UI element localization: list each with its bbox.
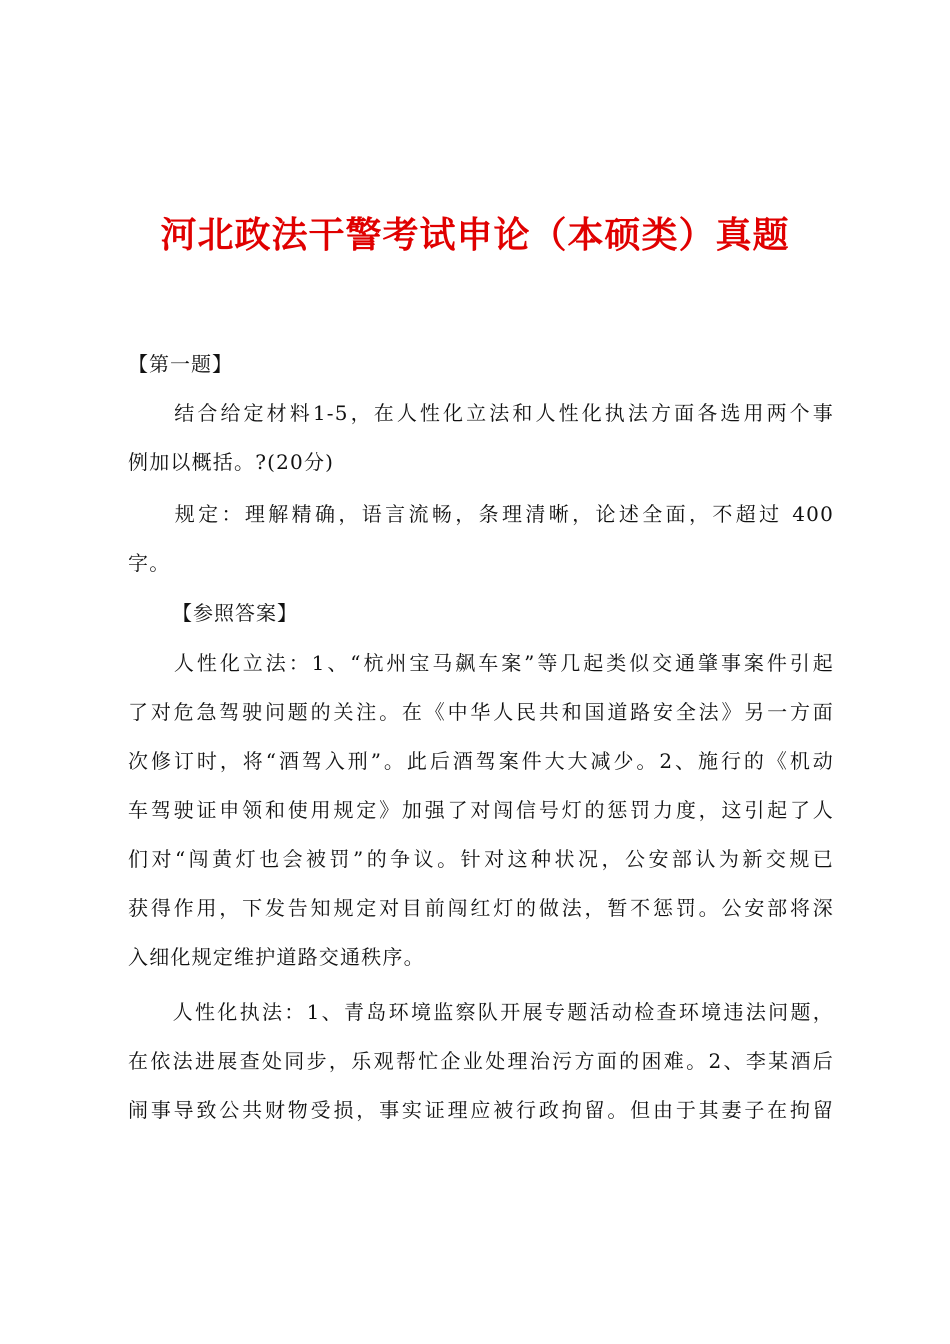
requirement-paragraph	[128, 490, 834, 588]
answer-line: 了对危急驾驶问题的关注。在《中华人民共和国道路安全法》另一方面	[128, 700, 834, 724]
answer-line: 获得作用，下发告知规定对目前闯红灯的做法，暂不惩罚。公安部将深	[128, 896, 834, 920]
answer-paragraph-enforcement	[128, 988, 834, 1135]
answer-line: 车驾驶证申领和使用规定》加强了对闯信号灯的惩罚力度，这引起了人	[128, 798, 834, 822]
answer-line: 人性化立法：1、“杭州宝马飙车案”等几起类似交通肇事案件引起	[128, 651, 834, 675]
requirement-line: 规定：理解精确，语言流畅，条理清晰，论述全面，不超过 400	[128, 502, 834, 526]
answer-line: 人性化执法：1、青岛环境监察队开展专题活动检查环境违法问题，	[128, 1000, 834, 1024]
section-label-question-one: 【第一题】	[128, 352, 233, 376]
answer-line: 在依法进展查处同步，乐观帮忙企业处理治污方面的困难。2、李某酒后	[128, 1049, 834, 1073]
answer-line: 次修订时，将“酒驾入刑”。此后酒驾案件大大减少。2、施行的《机动	[128, 749, 834, 773]
requirement-line: 字。	[128, 551, 171, 575]
answer-line: 入细化规定维护道路交通秩序。	[128, 945, 425, 969]
answer-line: 闹事导致公共财物受损，事实证理应被行政拘留。但由于其妻子在拘留	[128, 1098, 834, 1122]
answer-line: 们对“闯黄灯也会被罚”的争议。针对这种状况，公安部认为新交规已	[128, 847, 834, 871]
question-line: 结合给定材料1-5，在人性化立法和人性化执法方面各选用两个事	[128, 401, 834, 425]
question-line: 例加以概括。?(20分)	[128, 450, 335, 474]
section-label-reference-answer: 【参照答案】	[172, 601, 298, 625]
question-paragraph	[128, 389, 834, 487]
answer-paragraph-legislation	[128, 639, 834, 982]
document-title: 河北政法干警考试申论（本硕类）真题	[160, 214, 790, 256]
